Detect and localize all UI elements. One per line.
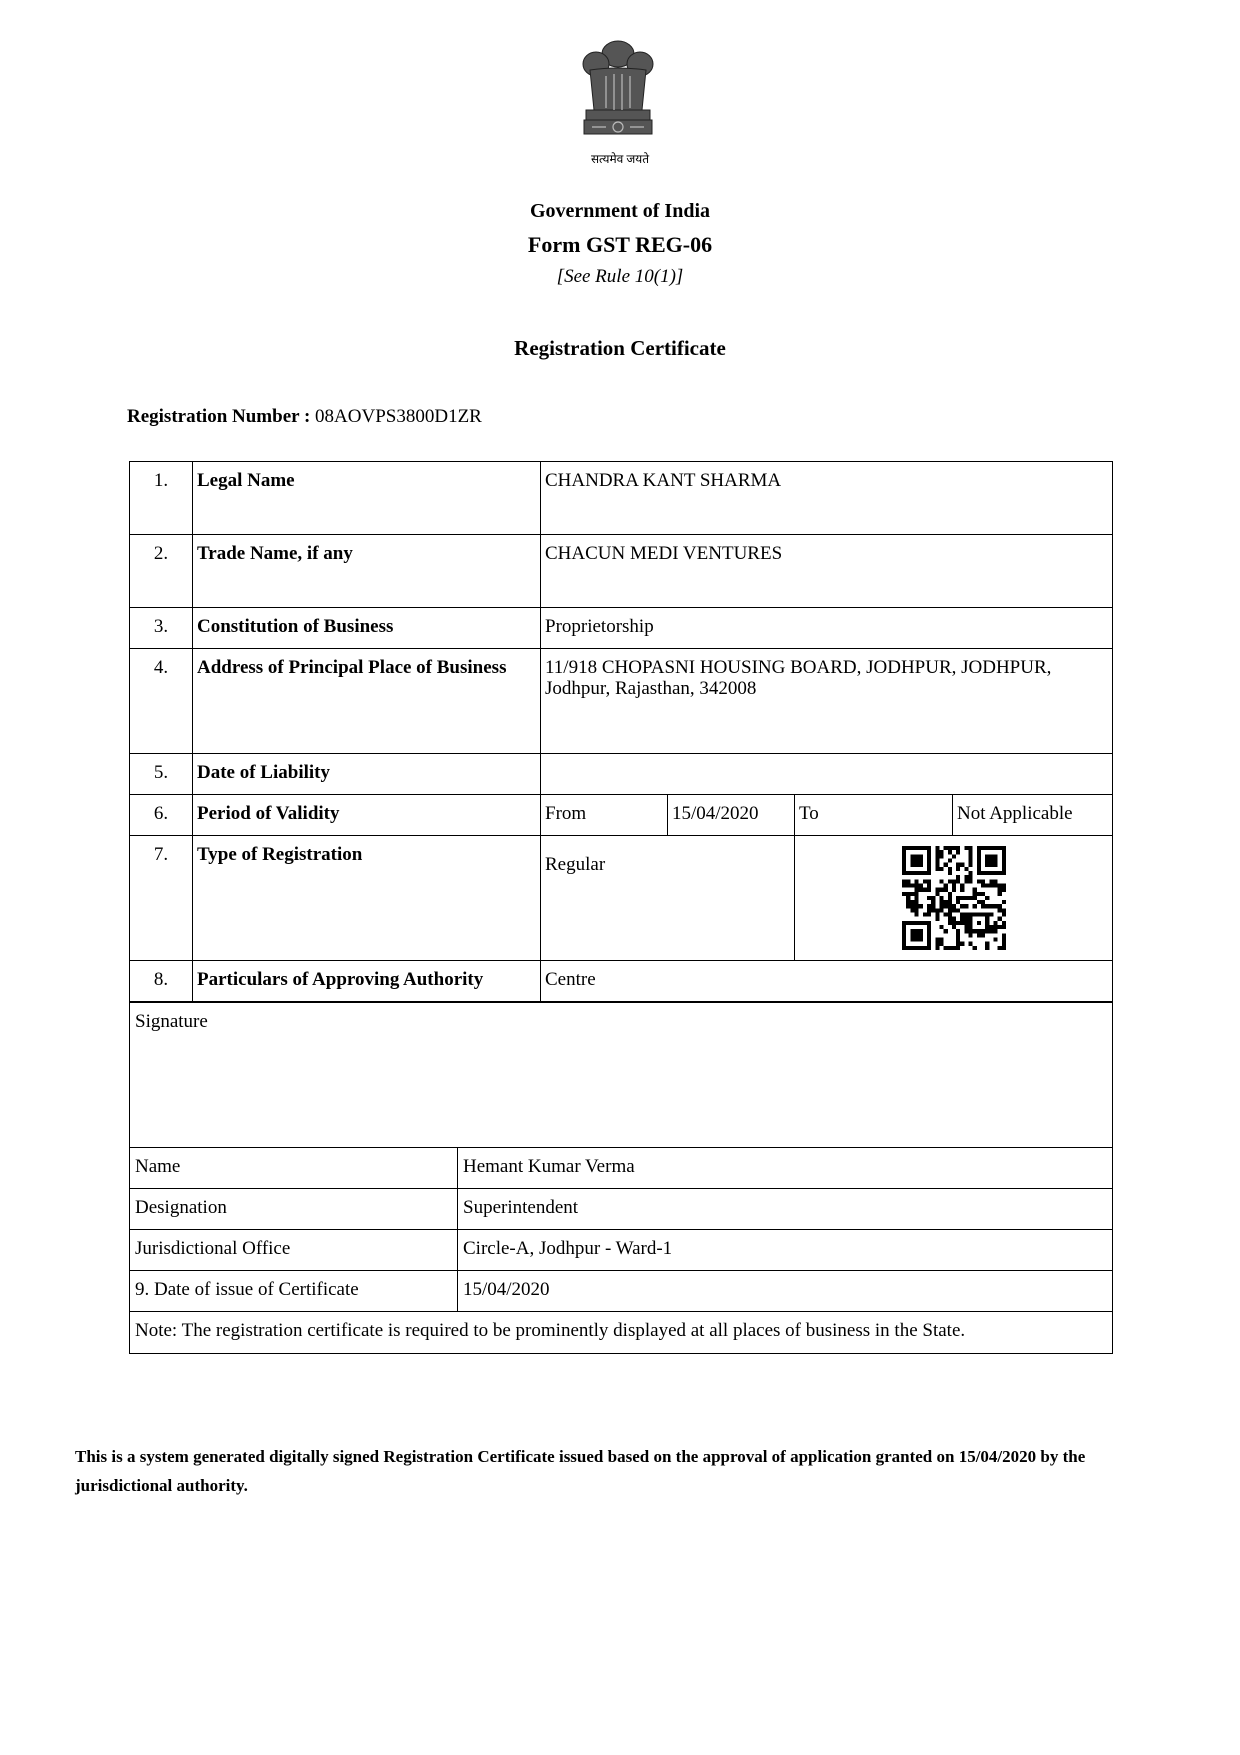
form-title: Form GST REG-06 bbox=[527, 232, 713, 257]
table-row bbox=[130, 535, 1113, 608]
trade-name-value: CHACUN MEDI VENTURES bbox=[541, 535, 1113, 608]
row-number: 5. bbox=[130, 754, 193, 795]
row-number: 3. bbox=[130, 608, 193, 649]
table-row bbox=[130, 754, 1113, 795]
footer-statement: This is a system generated digitally signed Registration Certificate issued based on the approval of application granted on 15/04/2020 by the jurisdictional authority. bbox=[75, 1447, 1086, 1495]
registration-number-label: Registration Number : bbox=[127, 406, 311, 427]
table-row bbox=[130, 462, 1113, 535]
details-table bbox=[129, 461, 1113, 1002]
validity-to-value: Not Applicable bbox=[953, 795, 1113, 836]
certificate-title: Registration Certificate bbox=[514, 336, 726, 360]
officer-name-label: Name bbox=[130, 1148, 458, 1189]
government-title: Government of India bbox=[530, 200, 710, 222]
constitution-value: Proprietorship bbox=[541, 608, 1113, 649]
table-row bbox=[130, 1148, 1113, 1189]
row-number: 6. bbox=[130, 795, 193, 836]
authority-value: Centre bbox=[541, 961, 1113, 1002]
registration-type-label: Type of Registration bbox=[193, 836, 541, 961]
legal-name-label: Legal Name bbox=[193, 462, 541, 535]
liability-label: Date of Liability bbox=[193, 754, 541, 795]
row-number: 4. bbox=[130, 649, 193, 754]
address-value: 11/918 CHOPASNI HOUSING BOARD, JODHPUR, JODHPUR, Jodhpur, Rajasthan, 342008 bbox=[541, 649, 1113, 754]
emblem-motto: सत्यमेव जयते bbox=[590, 152, 650, 166]
table-row bbox=[130, 608, 1113, 649]
constitution-label: Constitution of Business bbox=[193, 608, 541, 649]
registration-number-value: 08AOVPS3800D1ZR bbox=[315, 406, 482, 427]
authority-label: Particulars of Approving Authority bbox=[193, 961, 541, 1002]
registration-type-value: Regular bbox=[541, 836, 795, 961]
table-row bbox=[130, 1312, 1113, 1354]
table-row bbox=[130, 836, 1113, 961]
validity-label: Period of Validity bbox=[193, 795, 541, 836]
table-row bbox=[130, 961, 1113, 1002]
validity-to-label: To bbox=[795, 795, 953, 836]
qr-code-icon bbox=[902, 846, 1006, 950]
legal-name-value: CHANDRA KANT SHARMA bbox=[541, 462, 1113, 535]
row-number: 7. bbox=[130, 836, 193, 961]
display-note: Note: The registration certificate is required to be prominently displayed at all places of business in the State. bbox=[130, 1312, 1113, 1354]
officer-name-value: Hemant Kumar Verma bbox=[458, 1148, 1113, 1189]
jurisdictional-office-value: Circle-A, Jodhpur - Ward-1 bbox=[458, 1230, 1113, 1271]
table-row bbox=[130, 1230, 1113, 1271]
liability-value bbox=[541, 754, 1113, 795]
issue-date-value: 15/04/2020 bbox=[458, 1271, 1113, 1312]
row-number: 2. bbox=[130, 535, 193, 608]
table-row bbox=[130, 1003, 1113, 1148]
signature-table bbox=[129, 1002, 1113, 1354]
rule-reference: [See Rule 10(1)] bbox=[556, 266, 684, 287]
address-label: Address of Principal Place of Business bbox=[193, 649, 541, 754]
signature-label: Signature bbox=[130, 1003, 1113, 1148]
jurisdictional-office-label: Jurisdictional Office bbox=[130, 1230, 458, 1271]
table-row bbox=[130, 649, 1113, 754]
validity-from-value: 15/04/2020 bbox=[668, 795, 795, 836]
registration-number bbox=[127, 406, 482, 428]
designation-label: Designation bbox=[130, 1189, 458, 1230]
national-emblem-icon bbox=[576, 36, 660, 148]
designation-value: Superintendent bbox=[458, 1189, 1113, 1230]
issue-date-label: 9. Date of issue of Certificate bbox=[130, 1271, 458, 1312]
qr-code-cell bbox=[795, 836, 1113, 961]
row-number: 8. bbox=[130, 961, 193, 1002]
table-row bbox=[130, 1271, 1113, 1312]
table-row bbox=[130, 1189, 1113, 1230]
row-number: 1. bbox=[130, 462, 193, 535]
trade-name-label: Trade Name, if any bbox=[193, 535, 541, 608]
table-row bbox=[130, 795, 1113, 836]
validity-from-label: From bbox=[541, 795, 668, 836]
